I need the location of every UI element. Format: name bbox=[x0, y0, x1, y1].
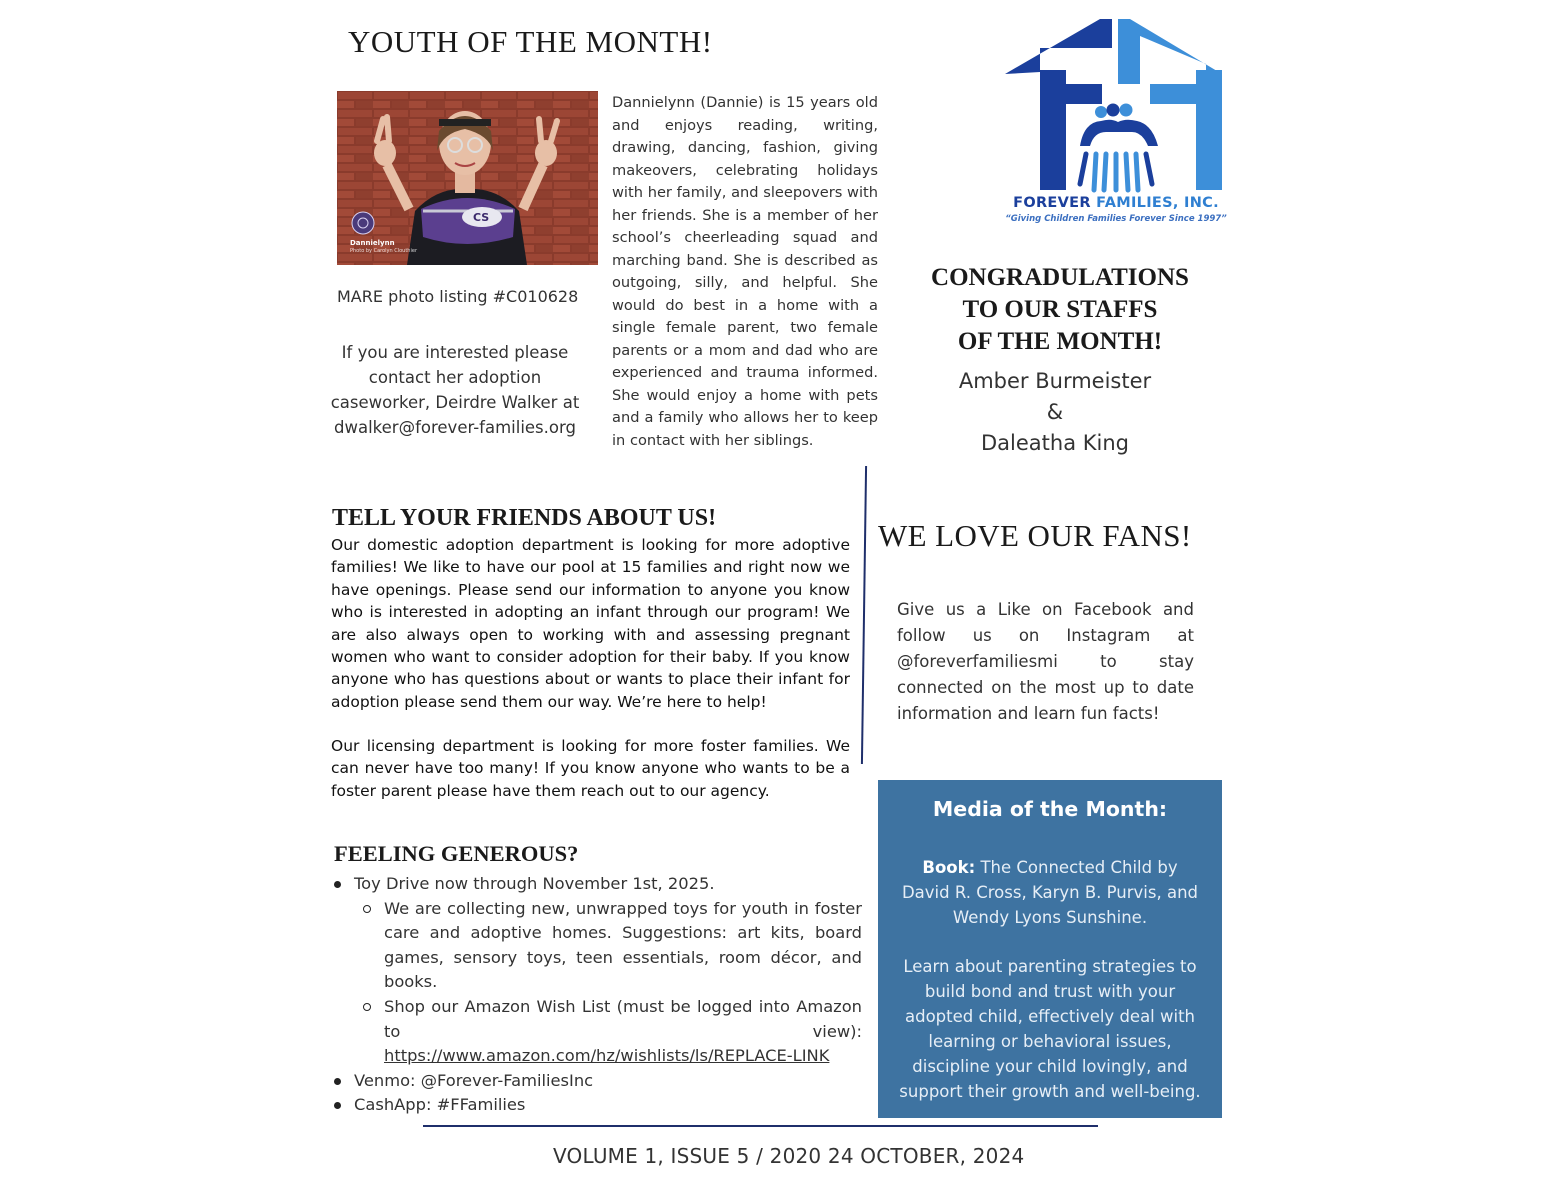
footer-volume-issue: VOLUME 1, ISSUE 5 / 2020 24 OCTOBER, 2024 bbox=[553, 1144, 1025, 1168]
staff-title bbox=[900, 262, 1220, 358]
youth-title: YOUTH OF THE MONTH! bbox=[348, 24, 713, 59]
circle-bullet-icon bbox=[363, 905, 371, 913]
staff-name-1: Amber Burmeister bbox=[958, 369, 1152, 393]
logo-name-part2: FAMILIES, INC. bbox=[1096, 195, 1219, 211]
fans-title: WE LOVE OUR FANS! bbox=[878, 518, 1192, 553]
staff-title-line2: TO OUR STAFFS bbox=[962, 296, 1158, 323]
youth-photo bbox=[337, 91, 598, 265]
list-item-venmo: Venmo: @Forever-FamiliesInc bbox=[330, 1069, 862, 1094]
vertical-divider bbox=[861, 466, 867, 764]
media-title: Media of the Month: bbox=[932, 797, 1168, 821]
bullet-icon bbox=[334, 1102, 341, 1109]
generous-list bbox=[330, 872, 862, 1118]
staff-ampersand: & bbox=[1046, 400, 1064, 424]
footer-rule bbox=[423, 1125, 1098, 1127]
photo-caption-credit: Photo by Carolyn Clouthier bbox=[350, 248, 417, 254]
photo-caption-name: Dannielynn bbox=[350, 239, 395, 247]
list-item-cashapp: CashApp: #FFamilies bbox=[330, 1093, 862, 1118]
photo-listing: MARE photo listing #C010628 bbox=[337, 287, 579, 306]
youth-bio: Dannielynn (Dannie) is 15 years old and enjoys reading, writing, drawing, dancing, fashion, giving makeovers, celebrating holidays with her family, and sleepovers with her friends. She is a member of her school’s cheerleading squad and marching band. She is described as outgoing, silly, and helpful. She would do best in a home with a single female parent, two female parents or a mom and dad who are experienced and trauma informed. She would enjoy a home with pets and a family who allows her to keep in contact with her siblings. bbox=[612, 94, 878, 449]
staff-title-line3: OF THE MONTH! bbox=[957, 328, 1163, 355]
list-subitem-collecting: We are collecting new, unwrapped toys for youth in foster care and adoptive homes. Suggestions: art kits, board games, sensory toys, teen essentials, room décor, and books. bbox=[330, 897, 862, 995]
logo-name-part1: FOREVER bbox=[1013, 195, 1091, 211]
friends-paragraph-1: Our domestic adoption department is looking for more adoptive families! We like to have our pool at 15 families and right now we have openings. Please send our information to anyone you know who is interested in adopting an infant through our program! We are also always open to working with and assessing pregnant women who want to consider adoption for their baby. If you know anyone who has questions about or wants to place their infant for adoption please send them our way. We’re here to help! bbox=[331, 536, 850, 711]
fans-text: Give us a Like on Facebook and follow us on Instagram at @foreverfamiliesmi to stay connected on the most up to date information and learn fun facts! bbox=[897, 600, 1194, 723]
logo-tagline: “Giving Children Families Forever Since 1997” bbox=[1005, 214, 1227, 224]
amazon-wishlist-link[interactable]: https://www.amazon.com/hz/wishlists/ls/REPLACE-LINK bbox=[384, 1046, 830, 1066]
staff-names bbox=[910, 366, 1200, 459]
media-description: Learn about parenting strategies to build bond and trust with your adopted child, effectively deal with learning or behavioral issues, discipline your child lovingly, and support their growth and well-being. bbox=[899, 957, 1201, 1101]
svg-text:CS: CS bbox=[473, 211, 490, 224]
media-of-month-box bbox=[878, 780, 1222, 1118]
logo-name bbox=[1003, 195, 1229, 211]
staff-title-line1: CONGRADULATIONS bbox=[931, 264, 1189, 291]
staff-name-2: Daleatha King bbox=[981, 431, 1129, 455]
bullet-icon bbox=[334, 881, 341, 888]
circle-bullet-icon bbox=[363, 1003, 371, 1011]
list-subitem-wishlist: Shop our Amazon Wish List (must be logged into Amazon to view): https://www.amazon.com/hz/wishlists/ls/REPLACE-LINK bbox=[330, 995, 862, 1069]
friends-paragraph-2: Our licensing department is looking for more foster families. We can never have too many! If you know anyone who wants to be a foster parent please have them reach out to our agency. bbox=[331, 737, 850, 800]
list-item-toy-drive: Toy Drive now through November 1st, 2025. bbox=[330, 872, 862, 897]
friends-title: TELL YOUR FRIENDS ABOUT US! bbox=[332, 505, 717, 531]
generous-title: FEELING GENEROUS? bbox=[334, 841, 579, 866]
contact-info: If you are interested please contact her adoption caseworker, Deirdre Walker at dwalker@forever-families.org bbox=[330, 343, 580, 437]
media-book bbox=[898, 855, 1202, 930]
bullet-icon bbox=[334, 1078, 341, 1085]
media-book-text: The Connected Child by David R. Cross, Karyn B. Purvis, and Wendy Lyons Sunshine. bbox=[901, 858, 1199, 927]
media-book-label: Book: bbox=[922, 858, 976, 877]
